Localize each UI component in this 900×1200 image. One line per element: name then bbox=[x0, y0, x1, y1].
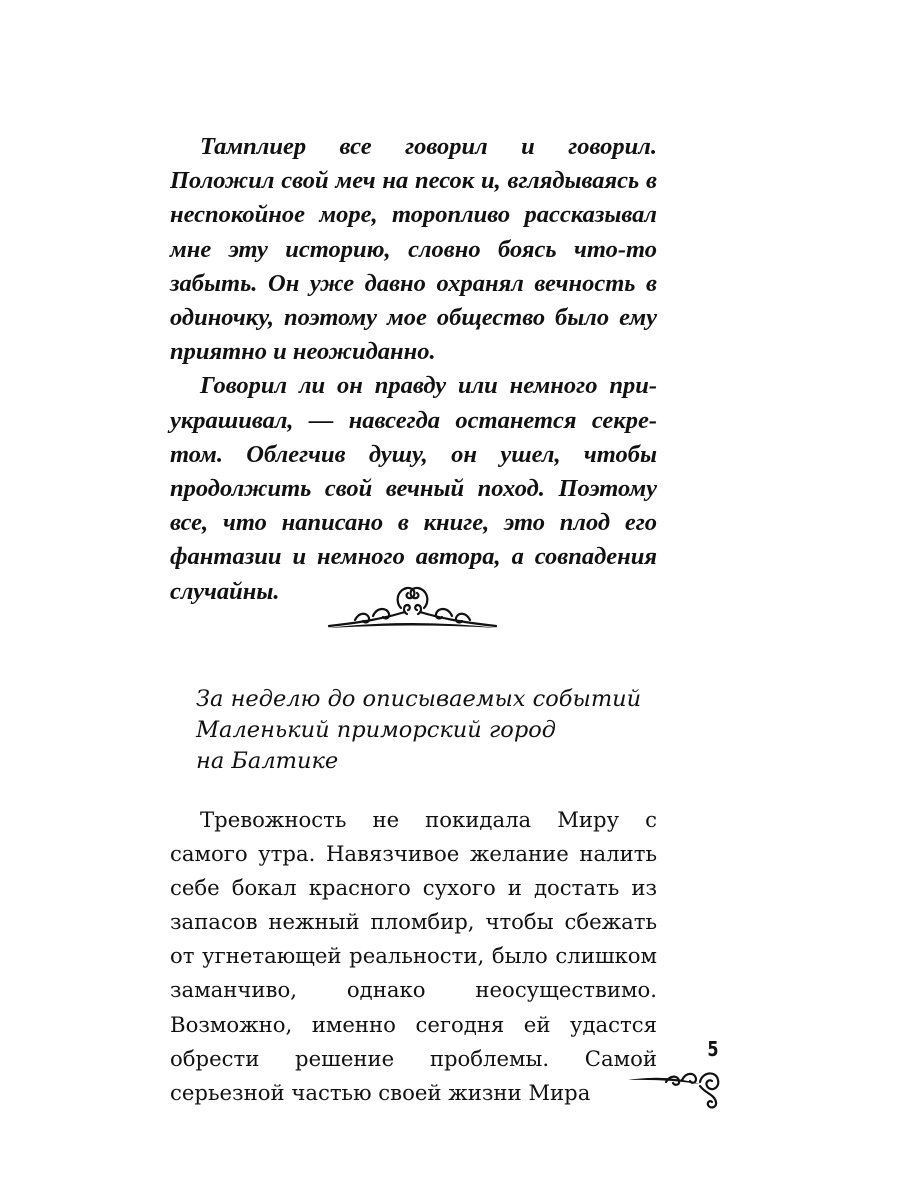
place-heading bbox=[196, 684, 676, 777]
intro-paragraph-1: Тамплиер все говорил и говорил. Положил свой меч на песок и, вглядываясь в неспокойное море, торопливо рассказывал мне эту историю, словно боясь что-то забыть. Он уже давно охранял вечность в одиночку, поэтому мое общество было ему приятно и неожиданно. bbox=[170, 133, 657, 366]
intro-paragraph-2: Говорил ли он правду или немного приукрашивал, — навсегда останется секретом. Облегчив душу, он ушел, чтобы продолжить свой вечный поход. Поэтому все, что написано в книге, это плод его фантазии и немного автора, а совпадения случайны. bbox=[170, 372, 657, 605]
place-heading-line-3: на Балтике bbox=[196, 748, 339, 774]
body-text bbox=[170, 803, 657, 1110]
corner-ornament-icon bbox=[626, 1060, 726, 1112]
page-number: 5 bbox=[707, 1037, 719, 1061]
place-heading-line-1: За неделю до описываемых событий bbox=[196, 686, 642, 712]
intro-text bbox=[170, 130, 657, 609]
body-paragraph: Тревожность не покидала Миру с самого утра. Навязчивое желание налить себе бокал красного сухого и достать из запасов нежный пломбир, чтобы сбежать от угнетающей реальности, было слишком заманчиво, однако неосуществимо. Возможно, именно сегодня ей удастся обрести решение проблемы. Самой серьезной частью своей жизни Мира bbox=[170, 807, 657, 1105]
ornament-divider-icon bbox=[325, 578, 500, 633]
place-heading-line-2: Маленький приморский город bbox=[196, 717, 557, 743]
